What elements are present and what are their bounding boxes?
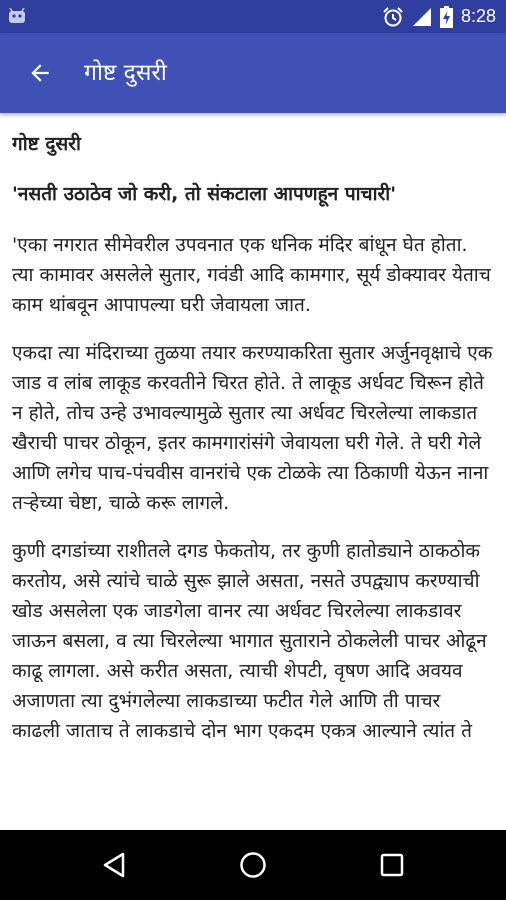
home-circle-icon xyxy=(239,851,267,879)
android-icon xyxy=(8,8,26,24)
signal-icon xyxy=(412,7,432,27)
navigation-bar xyxy=(0,830,506,900)
status-bar xyxy=(0,0,506,33)
status-icons xyxy=(382,0,496,33)
story-paragraph: कुणी दगडांच्या राशीतले दगड फेकतोय, तर कुणी हातोड्याने ठाकठोक करतोय, असे त्यांचे चाळे सुरू झाले असता, नसते उपद्व्याप करण्याची खोड असलेला एक जाडगेला वानर त्या अर्धवट चिरलेल्या लाकडावर जाऊन बसला, व त्या चिरलेल्या भागात सुताराने ठोकलेली पाचर ओढून काढू लागला. असे करीत असता, त्याची शेपटी, वृषण आदि अवयव अजाणता त्या दुभंगलेल्या लाकडाच्या फटीत गेले आणि ती पाचर काढली जाताच ते लाकडाचे दोन भाग एकदम एकत्र आल्याने त्यांत ते xyxy=(12,540,487,742)
nav-recents-button[interactable] xyxy=(372,845,412,885)
back-triangle-icon xyxy=(101,851,127,879)
story-content[interactable] xyxy=(12,130,494,830)
nav-back-button[interactable] xyxy=(94,845,134,885)
status-time: 8:28 xyxy=(460,6,496,26)
story-heading: गोष्ट दुसरी xyxy=(12,133,81,155)
alarm-icon xyxy=(382,6,404,28)
story-paragraph: एकदा त्या मंदिराच्या तुळया तयार करण्याकरिता सुतार अर्जुनवृक्षाचे एक जाड व लांब लाकूड करवतीने चिरत होते. ते लाकूड अर्धवट चिरून होते न होते, तोच उन्हे उभावल्यामुळे सुतार त्या अर्धवट चिरलेल्या लाकडात खैराची पाचर ठोकून, इतर कामगारांसंगे जेवायला घरी गेले. ते घरी गेले आणि लगेच पाच-पंचवीस वानरांचे एक टोळके त्या ठिकाणी येऊन नाना तऱ्हेच्या चेष्टा, चाळे करू लागले. xyxy=(12,342,493,514)
back-button[interactable] xyxy=(14,47,66,99)
nav-home-button[interactable] xyxy=(233,845,273,885)
story-subtitle: 'नसती उठाठेव जो करी, तो संकटाला आपणहून पाचारी' xyxy=(12,183,397,205)
battery-charging-icon xyxy=(440,6,453,28)
story-paragraph: 'एका नगरात सीमेवरील उपवनात एक धनिक मंदिर बांधून घेत होता. त्या कामावर असलेले सुतार, गवंडी आदि कामगार, सूर्य डोक्यावर येताच काम थांबवून आपापल्या घरी जेवायला जात. xyxy=(12,234,491,316)
recents-square-icon xyxy=(379,852,405,878)
app-bar xyxy=(0,33,506,113)
arrow-back-icon xyxy=(27,60,53,86)
app-title: गोष्ट दुसरी xyxy=(84,60,167,86)
